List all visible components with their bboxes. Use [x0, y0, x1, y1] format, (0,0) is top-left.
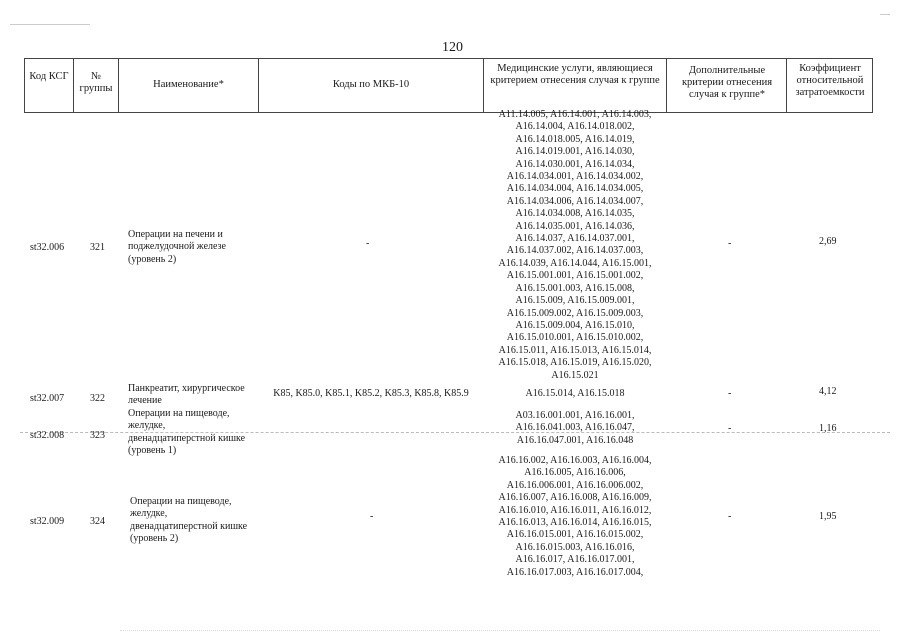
scan-mark: [120, 630, 880, 631]
service-line: A16.14.019.001, A16.14.030,: [515, 146, 635, 158]
header-name: Наименование*: [153, 79, 224, 90]
service-line: A16.14.034.004, A16.14.034.005,: [506, 183, 644, 195]
service-line: A11.14.005, A16.14.001, A16.14.003,: [498, 109, 652, 120]
service-line: A16.14.004, A16.14.018.002,: [515, 121, 635, 133]
header-services: Медицинские услуги, являющиеся критерием отнесения случая к группе: [490, 63, 660, 86]
service-line: A16.14.035.001, A16.14.036,: [515, 220, 635, 232]
cell-coef: 2,69: [819, 236, 837, 247]
cell-mkb: -: [370, 511, 374, 522]
service-line: A16.14.030.001, A16.14.034,: [515, 158, 635, 170]
service-line: A16.14.034.008, A16.14.035,: [515, 208, 635, 220]
cell-extra: -: [728, 423, 732, 434]
cell-group: 323: [90, 430, 105, 441]
header-coefficient: Коэффициент относительной затратоемкости: [795, 63, 865, 98]
service-line: A16.14.037, A16.14.037.001,: [515, 233, 635, 245]
header-code-ksg: Код КСГ: [29, 71, 69, 82]
cell-group: 324: [90, 516, 105, 527]
scan-mark: [880, 14, 890, 15]
service-line: A16.16.017, A16.16.017.001,: [515, 554, 635, 566]
cell-name: Панкреатит, хирургическое лечение: [128, 383, 245, 407]
service-line: A16.16.010, A16.16.011, A16.16.012,: [498, 504, 652, 516]
service-line: A16.16.002, A16.16.003, A16.16.004,: [498, 455, 652, 466]
service-line: A16.15.009.004, A16.15.010,: [515, 319, 635, 331]
page-number: 120: [442, 40, 463, 55]
service-line: A16.14.039, A16.14.044, A16.15.001,: [498, 257, 652, 269]
service-line: A16.16.013, A16.16.014, A16.16.015,: [498, 517, 652, 529]
cell-services: [486, 388, 664, 400]
cell-code: st32.008: [30, 430, 65, 441]
cell-code: st32.006: [30, 242, 65, 253]
scan-mark: [10, 24, 90, 25]
col-divider: [872, 58, 873, 113]
header-extra-criteria: Дополнительные критерии отнесения случая к группе*: [681, 65, 773, 100]
service-line: A16.16.006.001, A16.16.006.002,: [506, 479, 644, 491]
cell-code: st32.007: [30, 393, 65, 404]
service-line: A16.15.001.003, A16.15.008,: [515, 282, 635, 294]
cell-name: Операции на печени и поджелудочной железе (уровень 2): [128, 229, 226, 265]
cell-group: 322: [90, 393, 105, 404]
service-line: A16.15.010.001, A16.15.010.002,: [506, 332, 644, 344]
cell-group: 321: [90, 242, 105, 253]
cell-mkb: K85, K85.0, K85.1, K85.2, K85.3, K85.8, K85.9: [273, 388, 469, 399]
header-bottom-border: [24, 112, 872, 113]
service-line: A16.16.017.003, A16.16.017.004,: [506, 566, 644, 578]
service-line: A16.15.021: [551, 369, 599, 381]
service-line: A16.16.015.003, A16.16.016,: [515, 541, 635, 553]
cell-extra: -: [728, 238, 732, 249]
col-divider: [24, 58, 25, 113]
service-line: A16.16.005, A16.16.006,: [524, 467, 626, 479]
cell-mkb: -: [366, 238, 370, 249]
service-line: A03.16.001.001, A16.16.001,: [515, 410, 635, 421]
col-divider: [666, 58, 667, 113]
cell-services: [486, 455, 664, 579]
service-line: A16.14.037.002, A16.14.037.003,: [506, 245, 644, 257]
service-line: A16.14.034.006, A16.14.034.007,: [506, 195, 644, 207]
service-line: A16.14.034.001, A16.14.034.002,: [506, 171, 644, 183]
header-mkb-codes: Коды по МКБ-10: [332, 79, 410, 90]
cell-coef: 1,16: [819, 423, 837, 434]
service-line: A16.16.047.001, A16.16.048: [516, 434, 634, 446]
service-line: A16.15.014, A16.15.018: [525, 388, 625, 399]
cell-coef: 1,95: [819, 511, 837, 522]
col-divider: [483, 58, 484, 113]
service-line: A16.15.018, A16.15.019, A16.15.020,: [498, 357, 652, 369]
service-line: A16.15.009.002, A16.15.009.003,: [506, 307, 644, 319]
table-top-border: [24, 58, 872, 59]
service-line: A16.15.009, A16.15.009.001,: [515, 295, 635, 307]
cell-name: Операции на пищеводе, желудке, двенадцатиперстной кишке (уровень 2): [130, 496, 248, 545]
cell-code: st32.009: [30, 516, 65, 527]
cell-services: [486, 410, 664, 447]
service-line: A16.14.018.005, A16.14.019,: [515, 133, 635, 145]
cell-extra: -: [728, 388, 732, 399]
cell-services: [486, 109, 664, 382]
col-divider: [786, 58, 787, 113]
service-line: A16.15.011, A16.15.013, A16.15.014,: [498, 344, 652, 356]
service-line: A16.16.007, A16.16.008, A16.16.009,: [498, 492, 652, 504]
service-line: A16.15.001.001, A16.15.001.002,: [506, 270, 644, 282]
header-group-no: № группы: [79, 71, 113, 94]
cell-extra: -: [728, 511, 732, 522]
service-line: A16.16.015.001, A16.16.015.002,: [506, 529, 644, 541]
service-line: A16.16.041.003, A16.16.047,: [515, 422, 635, 434]
cell-coef: 4,12: [819, 386, 837, 397]
cell-name: Операции на пищеводе, желудке, двенадцатиперстной кишке (уровень 1): [128, 408, 246, 457]
